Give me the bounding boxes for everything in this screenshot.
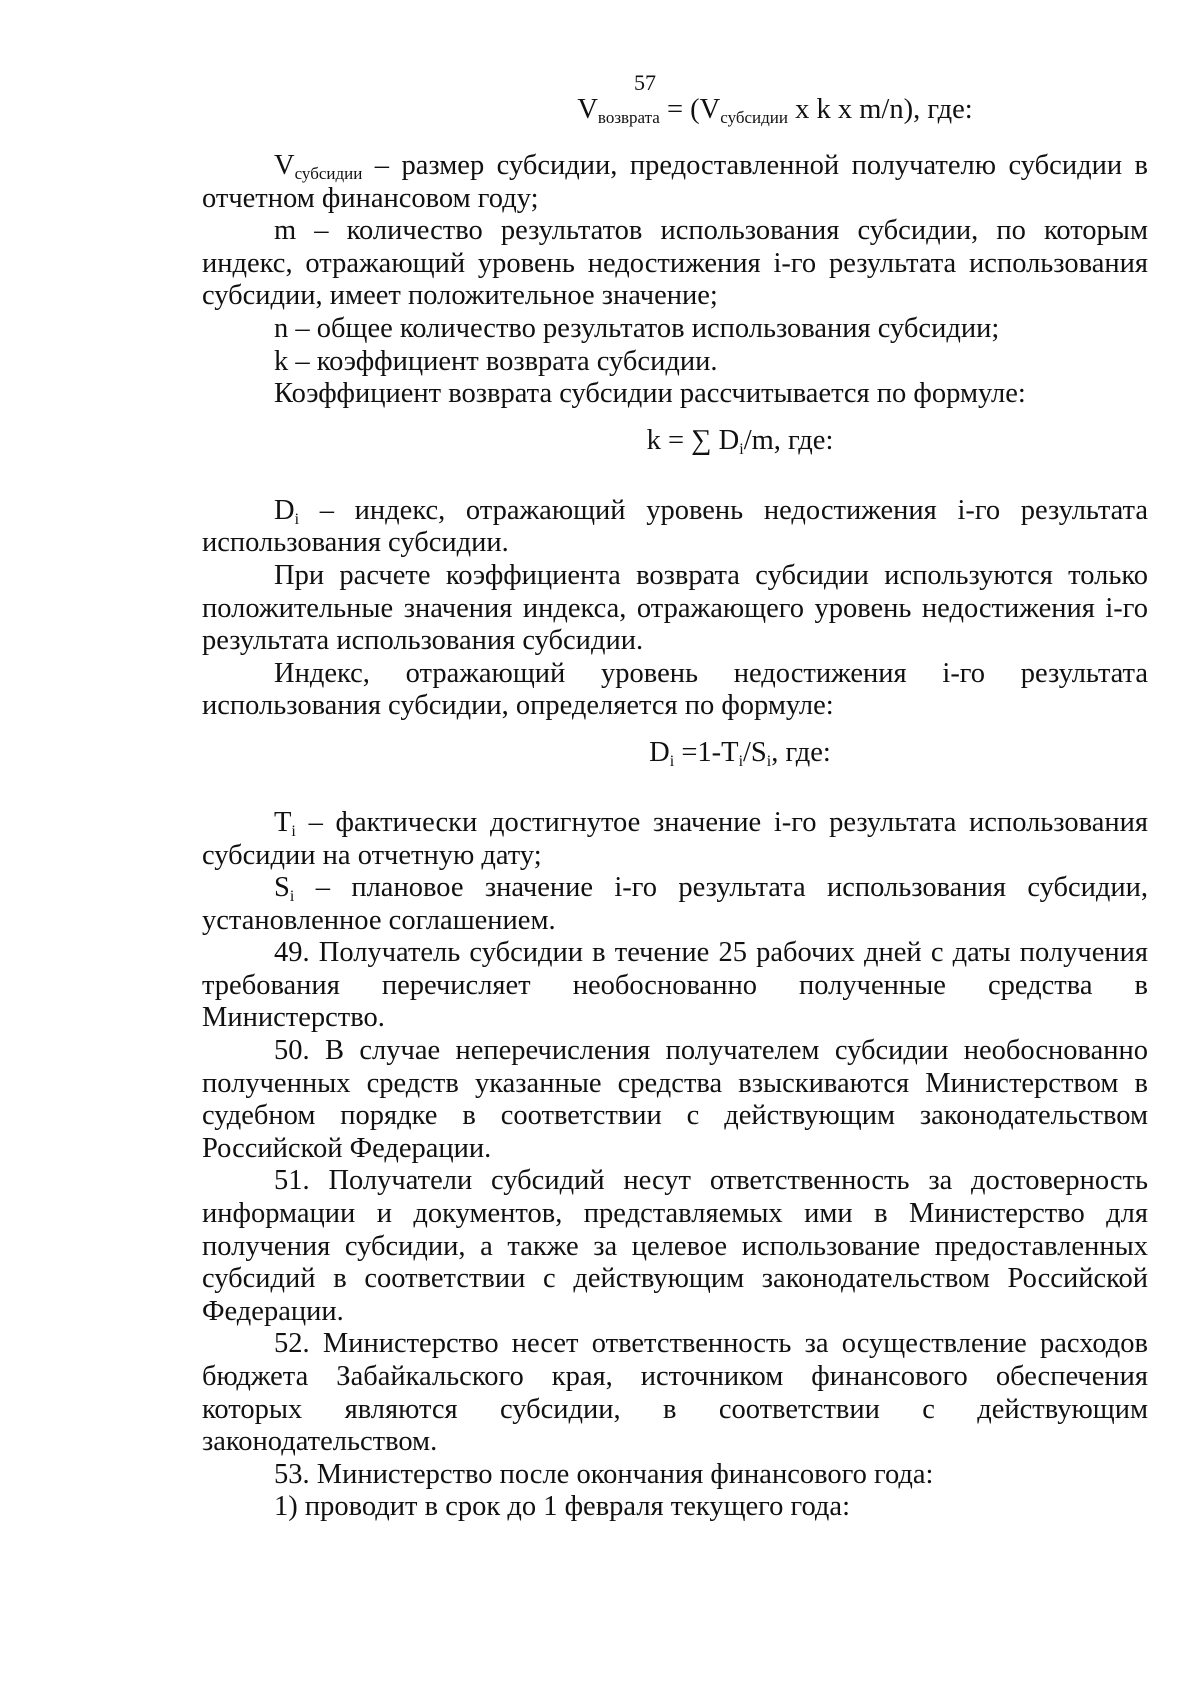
paragraph-49: 49. Получатель субсидии в течение 25 рабочих дней с даты получения требования перечисляет необоснованно полученные средства в Министерство.	[202, 937, 1148, 1034]
formula-subscript: i	[738, 752, 744, 770]
formula-return-volume	[202, 94, 1148, 150]
symbol-subscript: i	[291, 822, 296, 840]
definition-text: – плановое значение i-го результата использования субсидии, установленное соглашением.	[202, 872, 1148, 936]
definition-m: m – количество результатов использования субсидии, по которым индекс, отражающий уровень недостижения i-го результата использования субсидии, имеет положительное значение;	[202, 215, 1148, 312]
definition-text: – фактически достигнутое значение i-го результата использования субсидии на отчетную дату;	[202, 806, 1148, 871]
symbol-subscript: i	[294, 510, 300, 528]
document-body	[202, 94, 1148, 1524]
paragraph-52: 52. Министерство несет ответственность за осуществление расходов бюджета Забайкальского края, источником финансового обеспечения которых являются субсидии, в соответствии с действующим законодательством.	[202, 1328, 1148, 1458]
formula-text: = (V	[659, 94, 721, 125]
formula-text: k = ∑ D	[646, 424, 740, 456]
formula-text: , где:	[771, 736, 831, 768]
paragraph-50: 50. В случае неперечисления получателем субсидии необоснованно полученных средств указанные средства взыскиваются Министерством в судебном порядке в соответствии с действующим законодательством Российской Федерации.	[202, 1035, 1148, 1164]
definition-si	[202, 872, 1148, 937]
definition-di	[202, 495, 1148, 560]
symbol: S	[274, 872, 290, 904]
formula-text: x k x m/n), где:	[788, 94, 973, 125]
paragraph-53-item-1: 1) проводит в срок до 1 февраля текущего года:	[274, 1491, 850, 1523]
formula-text: =1-T	[674, 736, 739, 768]
formula-text: /S	[743, 736, 767, 768]
definition-n: n – общее количество результатов использования субсидии;	[274, 312, 1000, 344]
formula-coefficient	[202, 411, 1148, 495]
definition-v-subsidy	[202, 150, 1148, 215]
definition-ti	[202, 807, 1148, 872]
formula-text: /m, где:	[743, 424, 834, 456]
coefficient-intro: Коэффициент возврата субсидии рассчитывается по формуле:	[274, 378, 1026, 410]
definition-text: – размер субсидии, предоставленной получателю субсидии в отчетном финансовом году;	[202, 150, 1148, 214]
symbol: D	[274, 494, 295, 526]
paragraph-53: 53. Министерство после окончания финансового года:	[274, 1458, 934, 1490]
formula-index	[202, 723, 1148, 807]
formula-subscript: возврата	[597, 108, 660, 127]
paragraph-51: 51. Получатели субсидий несут ответственность за достоверность информации и документов, представляемых ими в Министерство для получения субсидии, а также за целевое использование предоставленных субсидий в соответствии с действующим законодательством Российской Федерации.	[202, 1165, 1148, 1327]
formula-subscript: i	[739, 440, 744, 458]
symbol-subscript: субсидии	[294, 164, 363, 183]
symbol: V	[274, 150, 295, 181]
symbol-subscript: i	[289, 888, 295, 906]
formula-subscript: субсидии	[720, 108, 788, 127]
definition-k: k – коэффициент возврата субсидии.	[274, 345, 718, 377]
formula-subscript: i	[669, 752, 675, 770]
definition-text: – индекс, отражающий уровень недостижения i-го результата использования субсидии.	[202, 494, 1148, 559]
formula-symbol: V	[577, 94, 598, 125]
paragraph-positive-values: При расчете коэффициента возврата субсидии используются только положительные значения индекса, отражающего уровень недостижения i-го результата использования субсидии.	[202, 559, 1148, 657]
symbol: T	[274, 806, 292, 838]
formula-subscript: i	[766, 752, 772, 770]
formula-text: D	[649, 736, 670, 768]
paragraph-index-formula-intro: Индекс, отражающий уровень недостижения i-го результата использования субсидии, определяется по формуле:	[202, 657, 1148, 722]
page-number: 57	[634, 70, 656, 95]
